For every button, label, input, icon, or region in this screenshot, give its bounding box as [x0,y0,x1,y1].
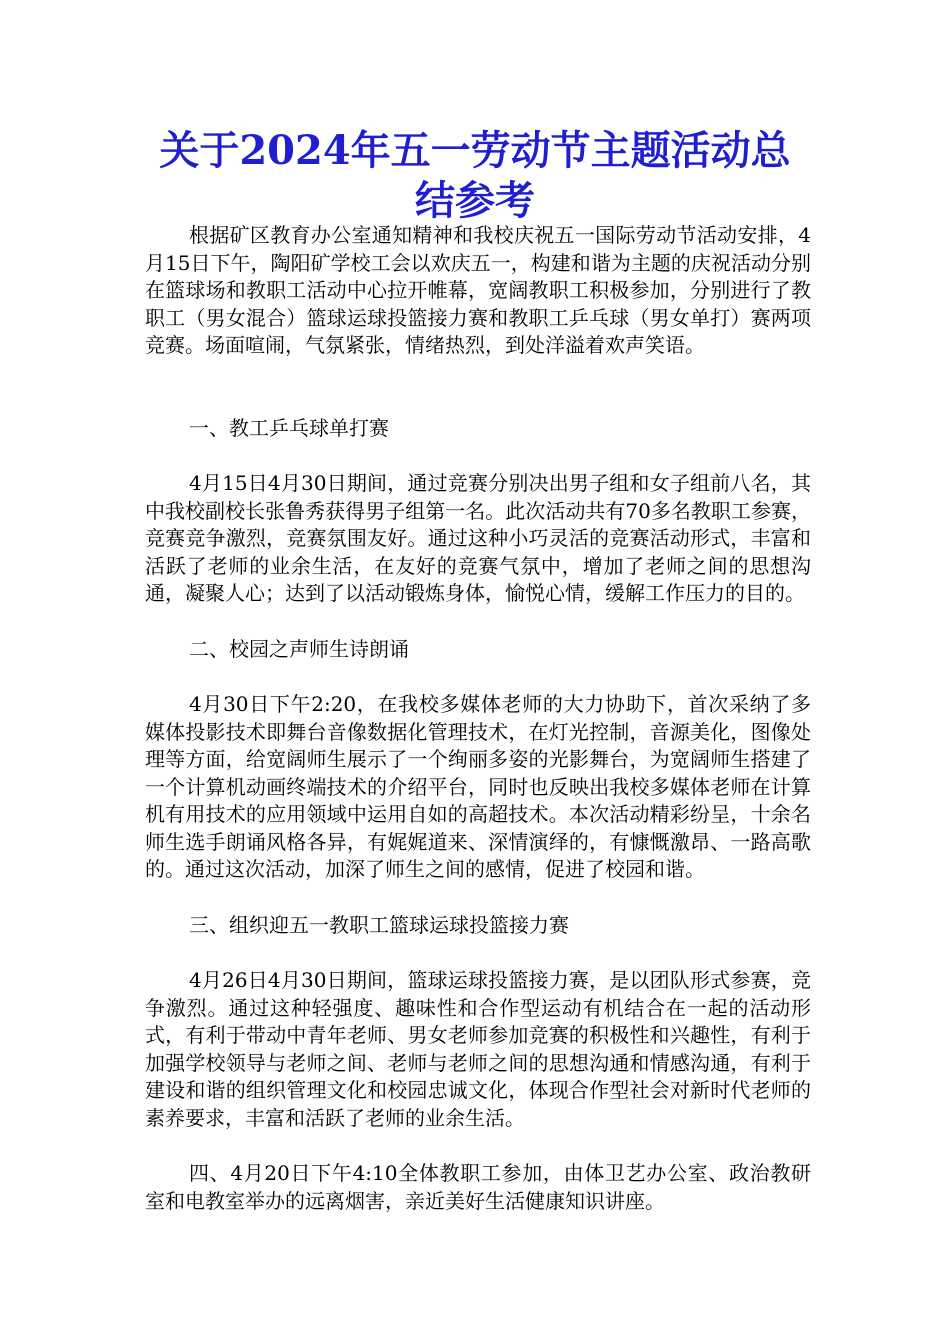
spacer [145,442,811,470]
spacer [145,608,811,636]
section-paragraph-3: 4月26日4月30日期间，篮球运球投篮接力赛，是以团队形式参赛，竞争激烈。通过这种轻强度、趣味性和合作型运动有机结合在一起的活动形式，有利于带动中青年老师、男女老师参加竞赛的积极性和兴趣性，有利于加强学校领导与老师之间、老师与老师之间的思想沟通和情感沟通，有利于建设和谐的组织管理文化和校园忠诚文化，体现合作型社会对新时代老师的素养要求，丰富和活跃了老师的业余生活。 [145,968,811,1130]
section-heading-1: 一、教工乒乓球单打赛 [189,415,389,440]
spacer [145,663,811,691]
document-body [145,222,811,1215]
intro-paragraph: 根据矿区教育办公室通知精神和我校庆祝五一国际劳动节活动安排，4月15日下午，陶阳矿学校工会以欢庆五一，构建和谐为主题的庆祝活动分别在篮球场和教职工活动中心拉开帷幕，宽阔教职工积极参加，分别进行了教职工（男女混合）篮球运球投篮接力赛和教职工乒乓球（男女单打）赛两项竞赛。场面喧闹，气氛紧张，情绪热烈，到处洋溢着欢声笑语。 [145,223,811,357]
spacer [145,884,811,912]
section-paragraph-4: 四、4月20日下午4:10全体教职工参加，由体卫艺办公室、政治教研室和电教室举办的远离烟害，亲近美好生活健康知识讲座。 [145,1161,811,1213]
spacer [145,939,811,967]
spacer [145,360,811,415]
section-paragraph-1: 4月15日4月30日期间，通过竞赛分别决出男子组和女子组前八名，其中我校副校长张鲁秀获得男子组第一名。此次活动共有70多名教职工参赛，竞赛竞争激烈，竞赛氛围友好。通过这种小巧灵活的竞赛活动形式，丰富和活跃了老师的业余生活，在友好的竞赛气氛中，增加了老师之间的思想沟通，凝聚人心；达到了以活动锻炼身体，愉悦心情，缓解工作压力的目的。 [145,471,811,605]
section-paragraph-2: 4月30日下午2:20，在我校多媒体老师的大力协助下，首次采纳了多媒体投影技术即舞台音像数据化管理技术，在灯光控制，音源美化，图像处理等方面，给宽阔师生展示了一个绚丽多姿的光影舞台，为宽阔师生搭建了一个计算机动画终端技术的介绍平台，同时也反映出我校多媒体老师在计算机有用技术的应用领域中运用自如的高超技术。本次活动精彩纷呈，十余名师生选手朗诵风格各异，有娓娓道来、深情演绎的，有慷慨激昂、一路高歌的。通过这次活动，加深了师生之间的感情，促进了校园和谐。 [145,692,811,881]
section-heading-2: 二、校园之声师生诗朗诵 [189,636,409,661]
spacer [145,1132,811,1160]
section-heading-3: 三、组织迎五一教职工篮球运球投篮接力赛 [189,912,569,937]
document-title: 关于2024年五一劳动节主题活动总结参考 [159,127,791,224]
